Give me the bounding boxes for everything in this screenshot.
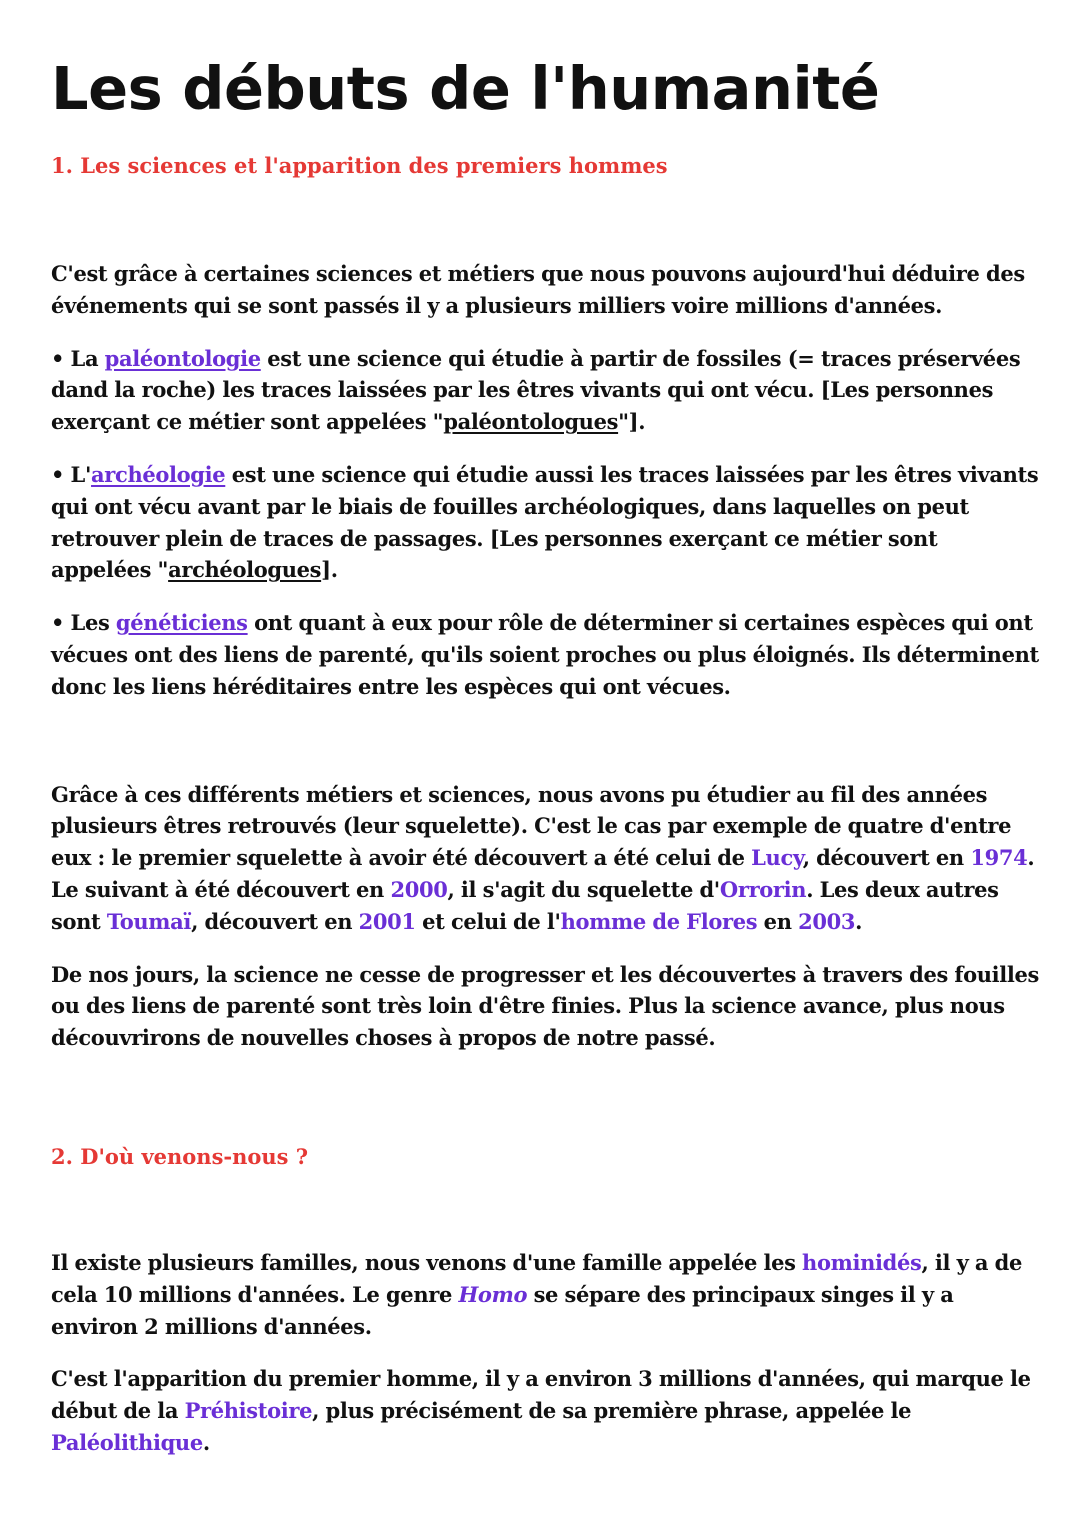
bullet-prefix: • La (51, 345, 105, 371)
bullet-prefix: • L' (51, 461, 92, 487)
section-1-heading: 1. Les sciences et l'apparition des premiers hommes (51, 153, 668, 178)
archaeology-link[interactable]: archéologie (91, 461, 226, 487)
document (51, 54, 1041, 1459)
toumai-term: Toumaï (106, 908, 192, 934)
lucy-term: Lucy (751, 845, 803, 871)
homo-term: Homo (458, 1281, 528, 1307)
families-text: , il y a de cela 10 millions d'années. Le genre (51, 1249, 1022, 1307)
paleontology-suffix: "]. (618, 409, 646, 435)
discoveries-text: . (855, 908, 863, 934)
paleontology-paragraph (51, 343, 1041, 438)
archaeology-paragraph (51, 459, 1041, 586)
discoveries-text: , découvert en (802, 845, 971, 871)
families-text: se sépare des principaux singes il y a environ 2 millions d'années. (51, 1281, 954, 1339)
year-1974: 1974 (970, 845, 1028, 871)
families-text: Il existe plusieurs familles, nous venons d'une famille appelée les (51, 1249, 803, 1275)
first-man-text: . (202, 1429, 210, 1455)
discoveries-text: . Le suivant à été découvert en (51, 845, 1035, 902)
orrorin-term: Orrorin (719, 876, 807, 902)
geneticists-link[interactable]: généticiens (115, 610, 248, 636)
geneticists-paragraph (51, 607, 1041, 702)
families-paragraph (51, 1247, 1041, 1342)
discoveries-text: en (757, 908, 799, 934)
geneticists-text: ont quant à eux pour rôle de déterminer si certaines espèces qui ont vécues ont des liens de parenté, qu'ils soient proches ou plus éloignés. Ils déterminent donc les liens héréditaires entre les espèces qui ont vécues. (51, 610, 1039, 699)
bullet-prefix: • Les (51, 610, 116, 636)
intro-paragraph: C'est grâce à certaines sciences et métiers que nous pouvons aujourd'hui déduire des événements qui se sont passés il y a plusieurs milliers voire millions d'années. (51, 261, 1025, 318)
prehistory-term: Préhistoire (184, 1398, 313, 1424)
discoveries-text: , il s'agit du squelette d' (447, 876, 720, 902)
archaeology-suffix: ]. (321, 557, 338, 583)
year-2003: 2003 (798, 908, 856, 934)
paleontologists-term: paléontologues (443, 409, 619, 435)
discoveries-text: , découvert en (191, 908, 359, 934)
paleontology-text: est une science qui étudie à partir de fossiles (= traces préservées dand la roche) les traces laissées par les êtres vivants qui ont vécu. [Les personnes exerçant ce métier sont appelées " (51, 345, 1021, 435)
paleontology-link[interactable]: paléontologie (104, 345, 261, 371)
page-title: Les débuts de l'humanité (51, 54, 880, 123)
first-man-paragraph (51, 1363, 1041, 1458)
discoveries-text: Grâce à ces différents métiers et sciences, nous avons pu étudier au fil des années plusieurs êtres retrouvés (leur squelette). C'est le cas par exemple de quatre d'entre eux : le premier squelette à avoir été découvert a été celui de (51, 781, 1012, 871)
conclusion-paragraph: De nos jours, la science ne cesse de progresser et les découvertes à travers des fouilles ou des liens de parenté sont très loin d'être finies. Plus la science avance, plus nous découvrirons de nouvelles choses à propos de notre passé. (51, 961, 1040, 1051)
discoveries-text: et celui de l' (415, 908, 561, 934)
year-2001: 2001 (358, 908, 416, 934)
section-2-heading: 2. D'où venons-nous ? (51, 1143, 309, 1169)
flores-term: homme de Flores (560, 908, 758, 934)
first-man-text: , plus précisément de sa première phrase, appelée le (312, 1398, 912, 1424)
year-2000: 2000 (390, 876, 448, 902)
first-man-text: C'est l'apparition du premier homme, il y a environ 3 millions d'années, qui marque le début de la (51, 1366, 1031, 1424)
discoveries-paragraph (51, 779, 1041, 938)
paleolithic-term: Paléolithique (51, 1429, 203, 1455)
hominids-term: hominidés (802, 1249, 922, 1275)
archaeology-text: est une science qui étudie aussi les traces laissées par les êtres vivants qui ont vécu avant par le biais de fouilles archéologiques, dans laquelles on peut retrouver plein de traces de passages. [Les personnes exerçant ce métier sont appelées " (51, 461, 1039, 583)
archaeologists-term: archéologues (168, 557, 322, 583)
discoveries-text: . Les deux autres sont (51, 876, 999, 934)
